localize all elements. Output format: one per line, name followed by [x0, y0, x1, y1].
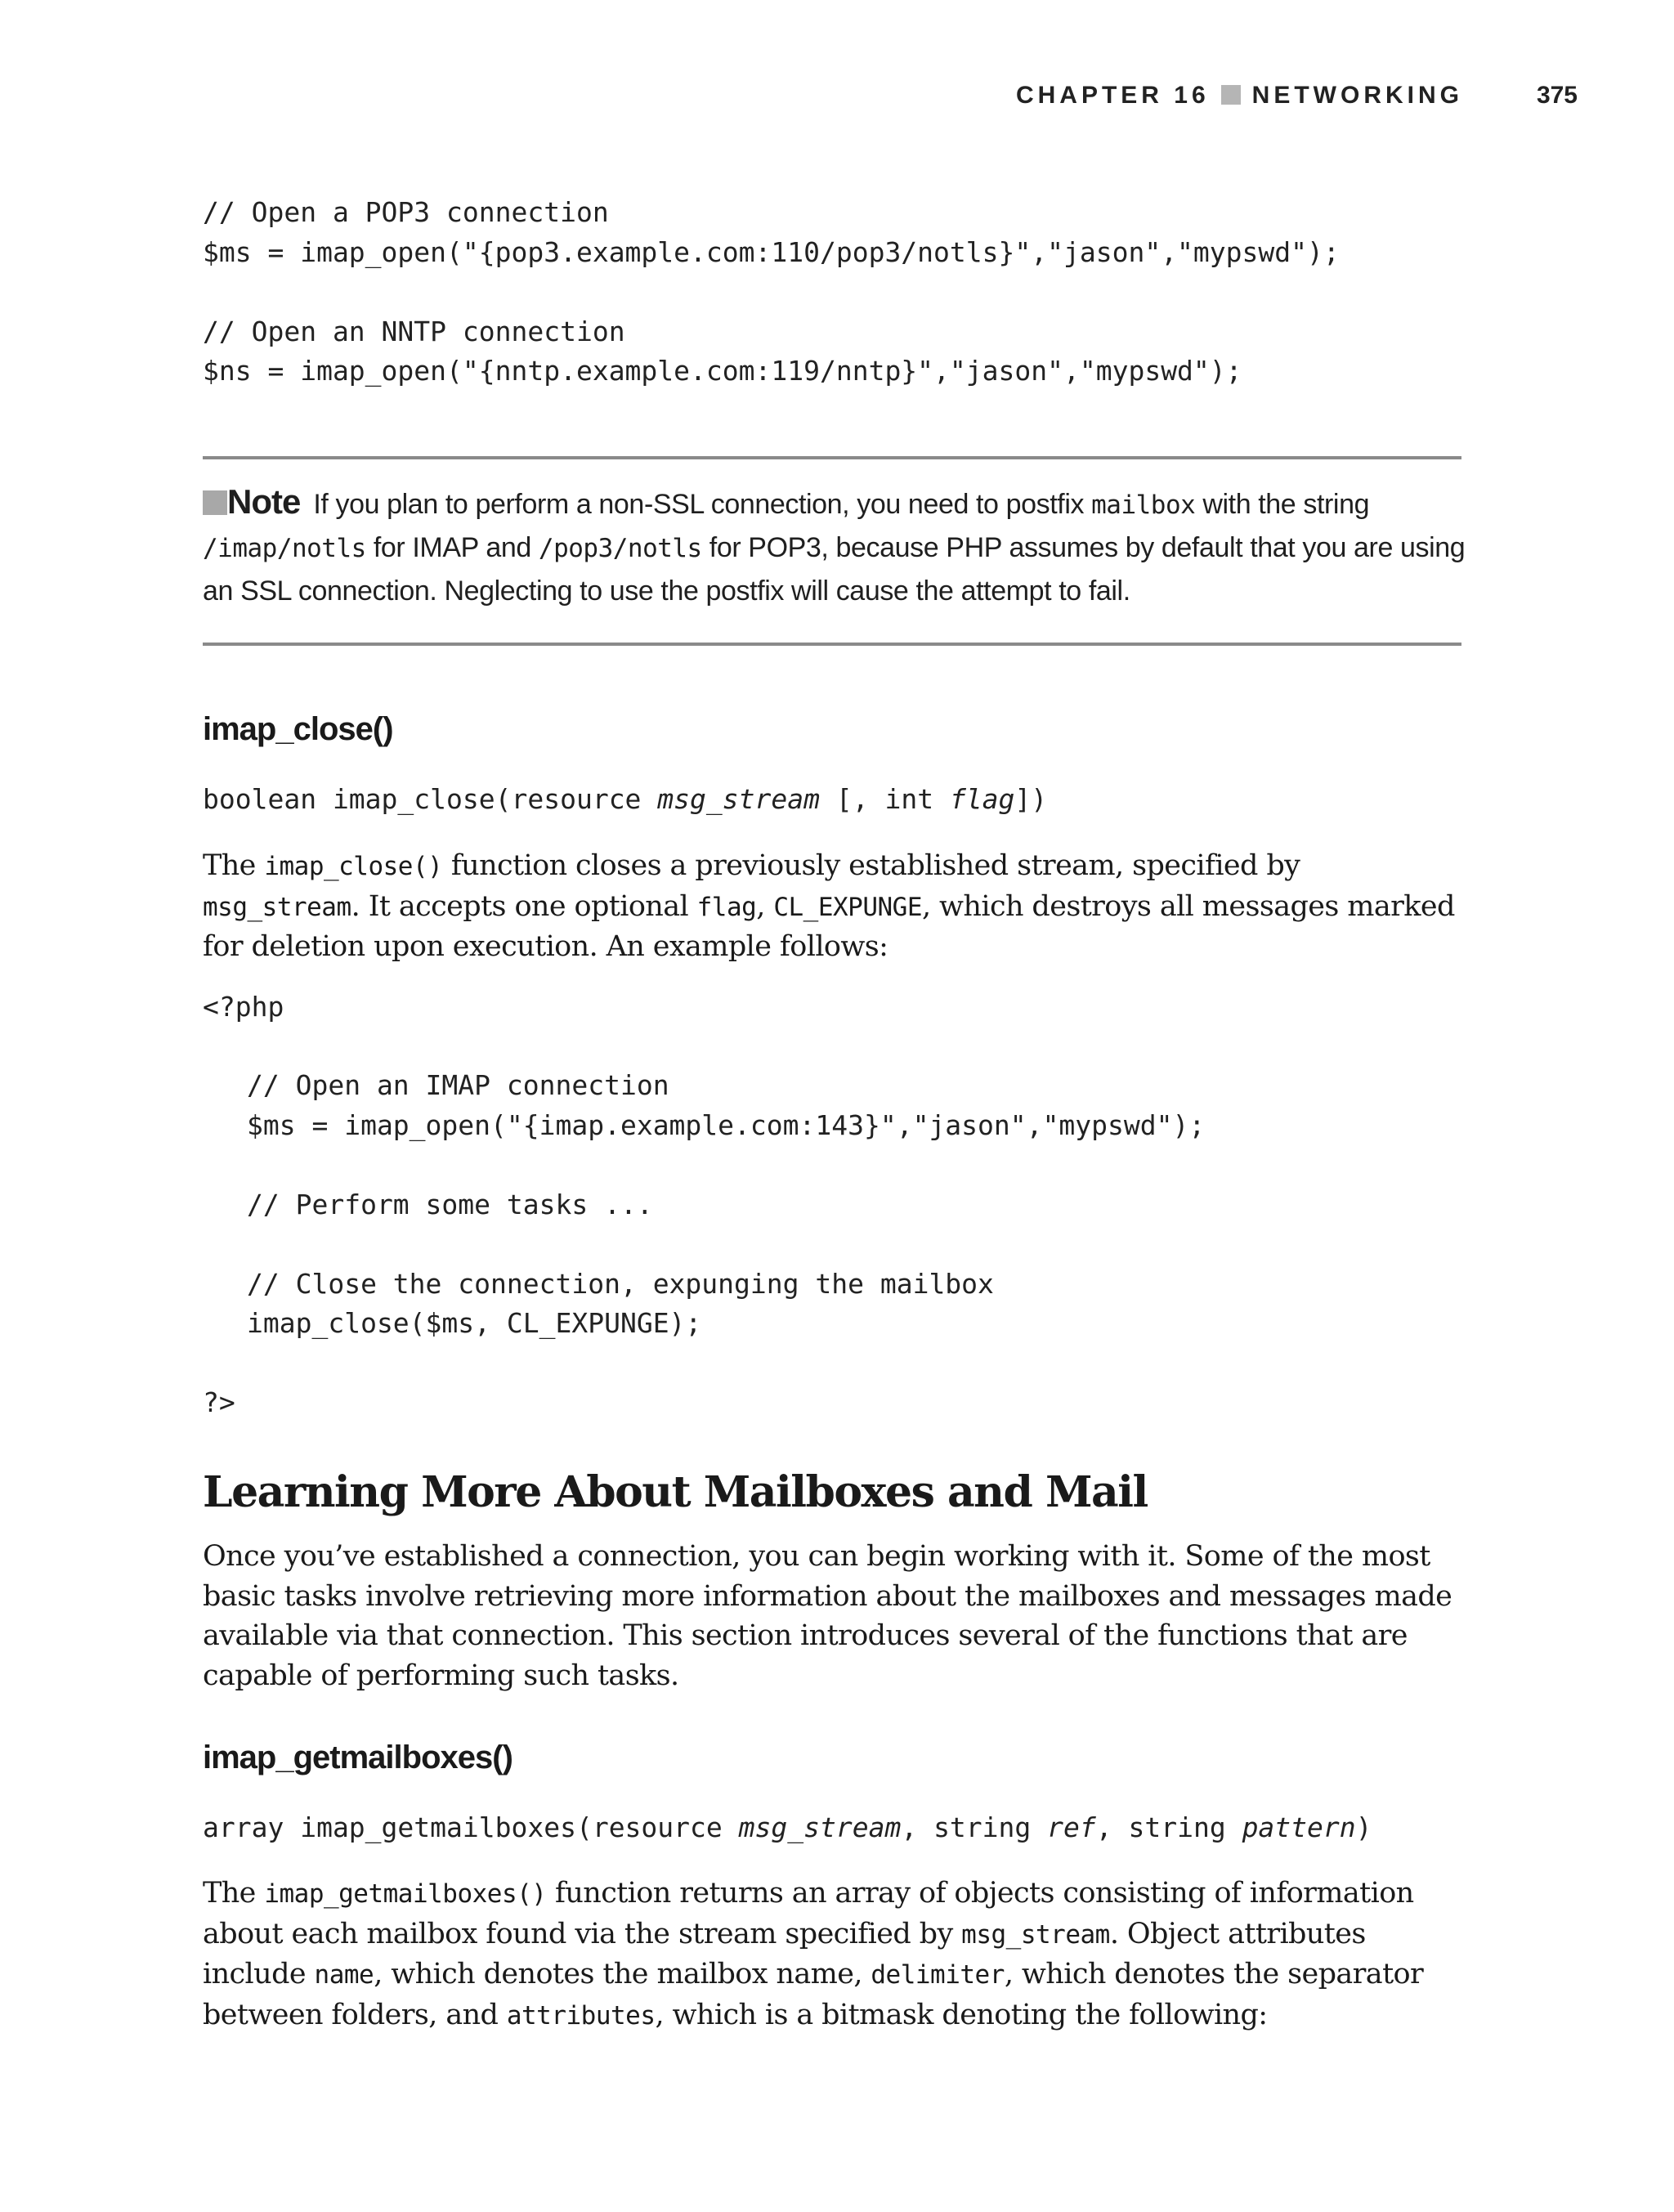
- section-heading: Learning More About Mailboxes and Mail: [203, 1467, 1148, 1517]
- imap-close-signature: boolean imap_close(resource msg_stream [, int flag]): [203, 783, 1048, 815]
- note-marker-square: [203, 490, 227, 515]
- code-line: $ms = imap_open("{imap.example.com:143}","jason","mypswd");: [247, 1108, 1206, 1141]
- imap-close-heading: imap_close(): [203, 711, 393, 747]
- imap-getmailboxes-signature: array imap_getmailboxes(resource msg_stream, string ref, string pattern): [203, 1811, 1372, 1843]
- header-separator-square: [1221, 85, 1241, 105]
- code-line: $ms = imap_open("{pop3.example.com:110/pop3/notls}","jason","mypswd");: [203, 235, 1340, 268]
- php-close-tag: ?>: [203, 1386, 235, 1418]
- code-line: // Close the connection, expunging the mailbox: [247, 1267, 994, 1300]
- code-line: // Perform some tasks ...: [247, 1188, 653, 1220]
- imap-close-description: The imap_close() function closes a previously established stream, specified by msg_stream. It accepts one optional flag, CL_EXPUNGE, which destroys all messages marked for deletion upon execution. An example follows:: [203, 849, 1455, 963]
- note-top-rule: [203, 456, 1461, 459]
- code-block-imap-close: [247, 1066, 1205, 1344]
- chapter-title: CHAPTER 16 NETWORKING: [1015, 82, 1463, 109]
- running-header: [0, 82, 1674, 114]
- note-box: Note If you plan to perform a non-SSL connection, you need to postfix mailbox with the string /imap/notls for IMAP and /pop3/notls for POP3, because PHP assumes by default that you are using an SSL connection. Neglecting to use the postfix will cause the attempt to fail.: [203, 482, 1466, 607]
- section-intro-paragraph: Once you’ve established a connection, you can begin working with it. Some of the most basic tasks involve retrieving more information about the mailboxes and messages made available via that connection. This section introduces several of the functions that are capable of performing such tasks.: [203, 1540, 1452, 1692]
- code-line: // Open an NNTP connection: [203, 315, 625, 347]
- code-line: $ns = imap_open("{nntp.example.com:119/nntp}","jason","mypswd");: [203, 355, 1242, 387]
- code-line: imap_close($ms, CL_EXPUNGE);: [247, 1307, 702, 1339]
- imap-getmailboxes-heading: imap_getmailboxes(): [203, 1740, 512, 1775]
- note-label: Note: [227, 482, 301, 521]
- code-line: // Open an IMAP connection: [247, 1069, 669, 1101]
- code-block-pop3-nntp: [203, 193, 1340, 392]
- imap-getmailboxes-description: The imap_getmailboxes() function returns an array of objects consisting of information about each mailbox found via the stream specified by msg_stream. Object attributes include name, which denotes the mailbox name, delimiter, which denotes the separator between folders, and attributes, which is a bitmask denoting the following:: [203, 1877, 1424, 2031]
- code-line: // Open a POP3 connection: [203, 196, 609, 228]
- php-open-tag: <?php: [203, 991, 284, 1023]
- page-number: 375: [1536, 82, 1578, 109]
- note-bottom-rule: [203, 643, 1461, 646]
